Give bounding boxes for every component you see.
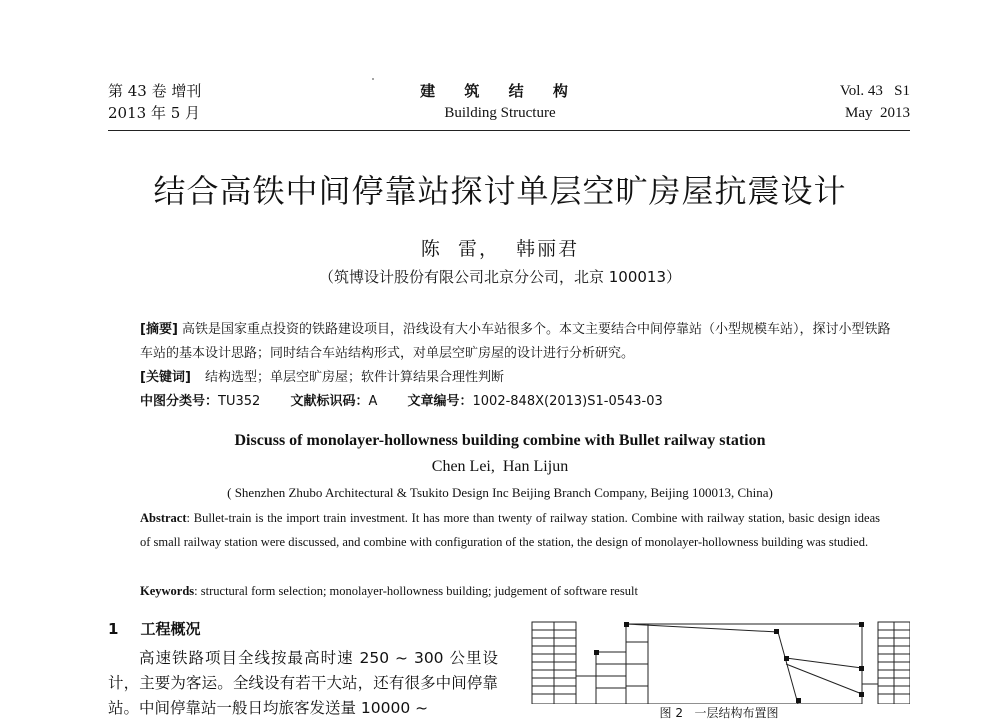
volume-issue: 第 43 卷 增刊 [108,82,202,100]
issue-date: 2013 年 5 月 [108,104,201,122]
clc-label: 中图分类号： [140,394,219,409]
article-number-label: 文章编号： [407,394,473,409]
doc-code-label: 文献标识码： [290,394,369,409]
figure-caption: 图 2 一层结构布置图 [659,706,779,720]
section-heading [108,618,200,639]
english-abstract-text: : Bullet-train is the import train investment. It has more than twenty of railway station. Combine with railway station, basic design ideas of small railway station were discussed, and combine with configuration of the station, the design of monolayer-hollowness building was studied. [140,511,880,549]
journal-volume-en [840,80,910,124]
english-abstract-label: Abstract [140,511,187,525]
journal-name [380,80,620,124]
english-affiliation: ( Shenzhen Zhubo Architectural & Tsukito Design Inc Beijing Branch Company, Beijing 100013, China) [227,485,773,500]
section-paragraph: 高速铁路项目全线按最高时速 250 ~ 300 公里设计，主要为客运。全线设有若干大站，还有很多中间停靠站。中间停靠站一般日均旅客发送量 10000 ~ [108,649,498,717]
doc-code-value: A [368,394,378,409]
section-number: 1 [108,620,119,638]
english-keywords-label: Keywords [140,584,195,598]
article-number-value: 1002-848X(2013)S1-0543-03 [472,394,663,409]
scan-speck [372,78,374,80]
keywords-cn [140,366,900,390]
journal-name-en: Building Structure [444,105,556,121]
structural-layout-figure [528,612,910,704]
journal-name-cn: 建 筑 结 构 [420,82,580,100]
paper-authors: 陈 雷， 韩丽君 [420,238,580,260]
date-en: May 2013 [845,105,910,121]
paper-title: 结合高铁中间停靠站探讨单层空旷房屋抗震设计 [153,172,847,210]
english-keywords [140,579,880,603]
clc-value: TU352 [218,394,261,409]
keywords-cn-label: [关键词] [140,370,191,385]
paper-affiliation: （筑博设计股份有限公司北京分公司，北京 100013） [318,268,682,286]
keywords-cn-text: 结构选型；单层空旷房屋；软件计算结果合理性判断 [205,370,505,385]
abstract-cn [140,318,900,366]
section-body [108,646,498,721]
volume-en: Vol. 43 S1 [839,83,910,99]
english-authors: Chen Lei, Han Lijun [431,458,569,475]
abstract-cn-label: [摘要] [140,322,178,337]
abstract-cn-text: 高铁是国家重点投资的铁路建设项目，沿线设有大小车站很多个。本文主要结合中间停靠站（小型规模车站），探讨小型铁路车站的基本设计思路；同时结合车站结构形式，对单层空旷房屋的设计进行分析研究。 [140,322,891,361]
section-title: 工程概况 [140,620,201,638]
journal-issue-info [108,80,201,124]
classification-line [140,390,900,414]
english-keywords-text: : structural form selection; monolayer-hollowness building; judgement of software result [194,584,638,598]
english-title: Discuss of monolayer-hollowness building combine with Bullet railway station [234,432,766,449]
english-abstract [140,506,880,554]
header-rule [108,130,910,131]
